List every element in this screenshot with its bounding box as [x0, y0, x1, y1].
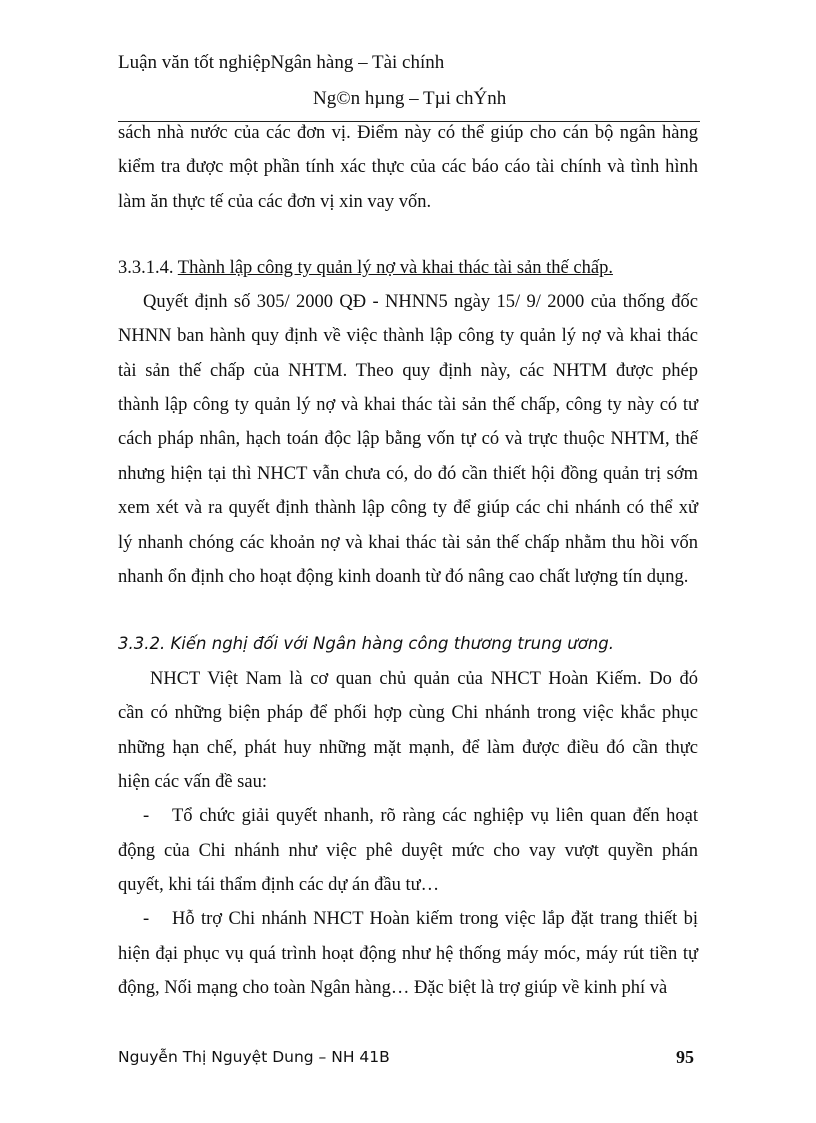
paragraph-line: những hạn chế, phát huy những mặt mạnh, để làm được điều đó cần thực: [118, 738, 698, 758]
intro-line: sách nhà nước của các đơn vị. Điểm này có thể giúp cho cán bộ ngân hàng: [118, 123, 698, 143]
intro-line: kiểm tra được một phần tính xác thực của các báo cáo tài chính và tình hình: [118, 157, 698, 177]
header-subtitle-garbled: Ng©n hµng – Tµi chÝnh: [313, 88, 507, 109]
paragraph-line: hiện các vấn đề sau:: [118, 772, 267, 792]
section-heading-3314: [118, 258, 613, 279]
bullet-line: hiện đại phục vụ quá trình hoạt động như hệ thống máy móc, máy rút tiền tự: [118, 944, 698, 964]
bullet-line: Tổ chức giải quyết nhanh, rõ ràng các nghiệp vụ liên quan đến hoạt: [172, 806, 698, 826]
bullet-line: động của Chi nhánh như việc phê duyệt mức cho vay vượt quyền phán: [118, 841, 698, 861]
bullet-line: động, Nối mạng cho toàn Ngân hàng… Đặc biệt là trợ giúp về kinh phí và: [118, 978, 668, 998]
paragraph-line: Quyết định số 305/ 2000 QĐ - NHNN5 ngày 15/ 9/ 2000 của thống đốc: [143, 292, 698, 312]
bullet-line: quyết, khi tái thẩm định các dự án đầu tư…: [118, 875, 440, 895]
section-number: 3.3.1.4.: [118, 258, 178, 278]
paragraph-line: cần có những biện pháp để phối hợp cùng Chi nhánh trong việc khắc phục: [118, 703, 698, 723]
page-number: 95: [676, 1047, 694, 1067]
footer-author: Nguyễn Thị Nguyệt Dung – NH 41B: [118, 1048, 390, 1066]
bullet-marker: -: [143, 806, 150, 826]
paragraph-line: thành lập công ty quản lý nợ và khai thác tài sản thế chấp, công ty này có tư: [118, 395, 698, 415]
paragraph-line: tài sản thế chấp của NHTM. Theo quy định này, các NHTM được phép: [118, 361, 698, 381]
bullet-line: Hỗ trợ Chi nhánh NHCT Hoàn kiếm trong việc lắp đặt trang thiết bị: [172, 909, 698, 929]
section-title: Thành lập công ty quản lý nợ và khai thác tài sản thế chấp.: [177, 258, 613, 278]
paragraph-line: nhanh ổn định cho hoạt động kinh doanh từ đó nâng cao chất lượng tín dụng.: [118, 567, 689, 587]
paragraph-line: lý nhanh chóng các khoản nợ và khai thác tài sản thế chấp nhằm thu hồi vốn: [118, 533, 698, 553]
section-heading-332: 3.3.2. Kiến nghị đối với Ngân hàng công thương trung ương.: [118, 634, 615, 653]
intro-line: làm ăn thực tế của các đơn vị xin vay vốn.: [118, 192, 432, 212]
paragraph-line: NHCT Việt Nam là cơ quan chủ quản của NHCT Hoàn Kiếm. Do đó: [150, 669, 698, 689]
bullet-marker: -: [143, 909, 150, 929]
header-divider: [118, 121, 700, 122]
paragraph-line: xem xét và ra quyết định thành lập công ty để giúp các chi nhánh có thể xử: [118, 498, 698, 518]
paragraph-line: nhưng hiện tại thì NHCT vẫn chưa có, do đó cần thiết hội đồng quản trị sớm: [118, 464, 698, 484]
paragraph-line: cách pháp nhân, hạch toán độc lập bằng vốn tự có và trực thuộc NHTM, thế: [118, 429, 698, 449]
header-title: Luận văn tốt nghiệpNgân hàng – Tài chính: [118, 52, 445, 73]
paragraph-line: NHNN ban hành quy định về việc thành lập công ty quản lý nợ và khai thác: [118, 326, 698, 346]
